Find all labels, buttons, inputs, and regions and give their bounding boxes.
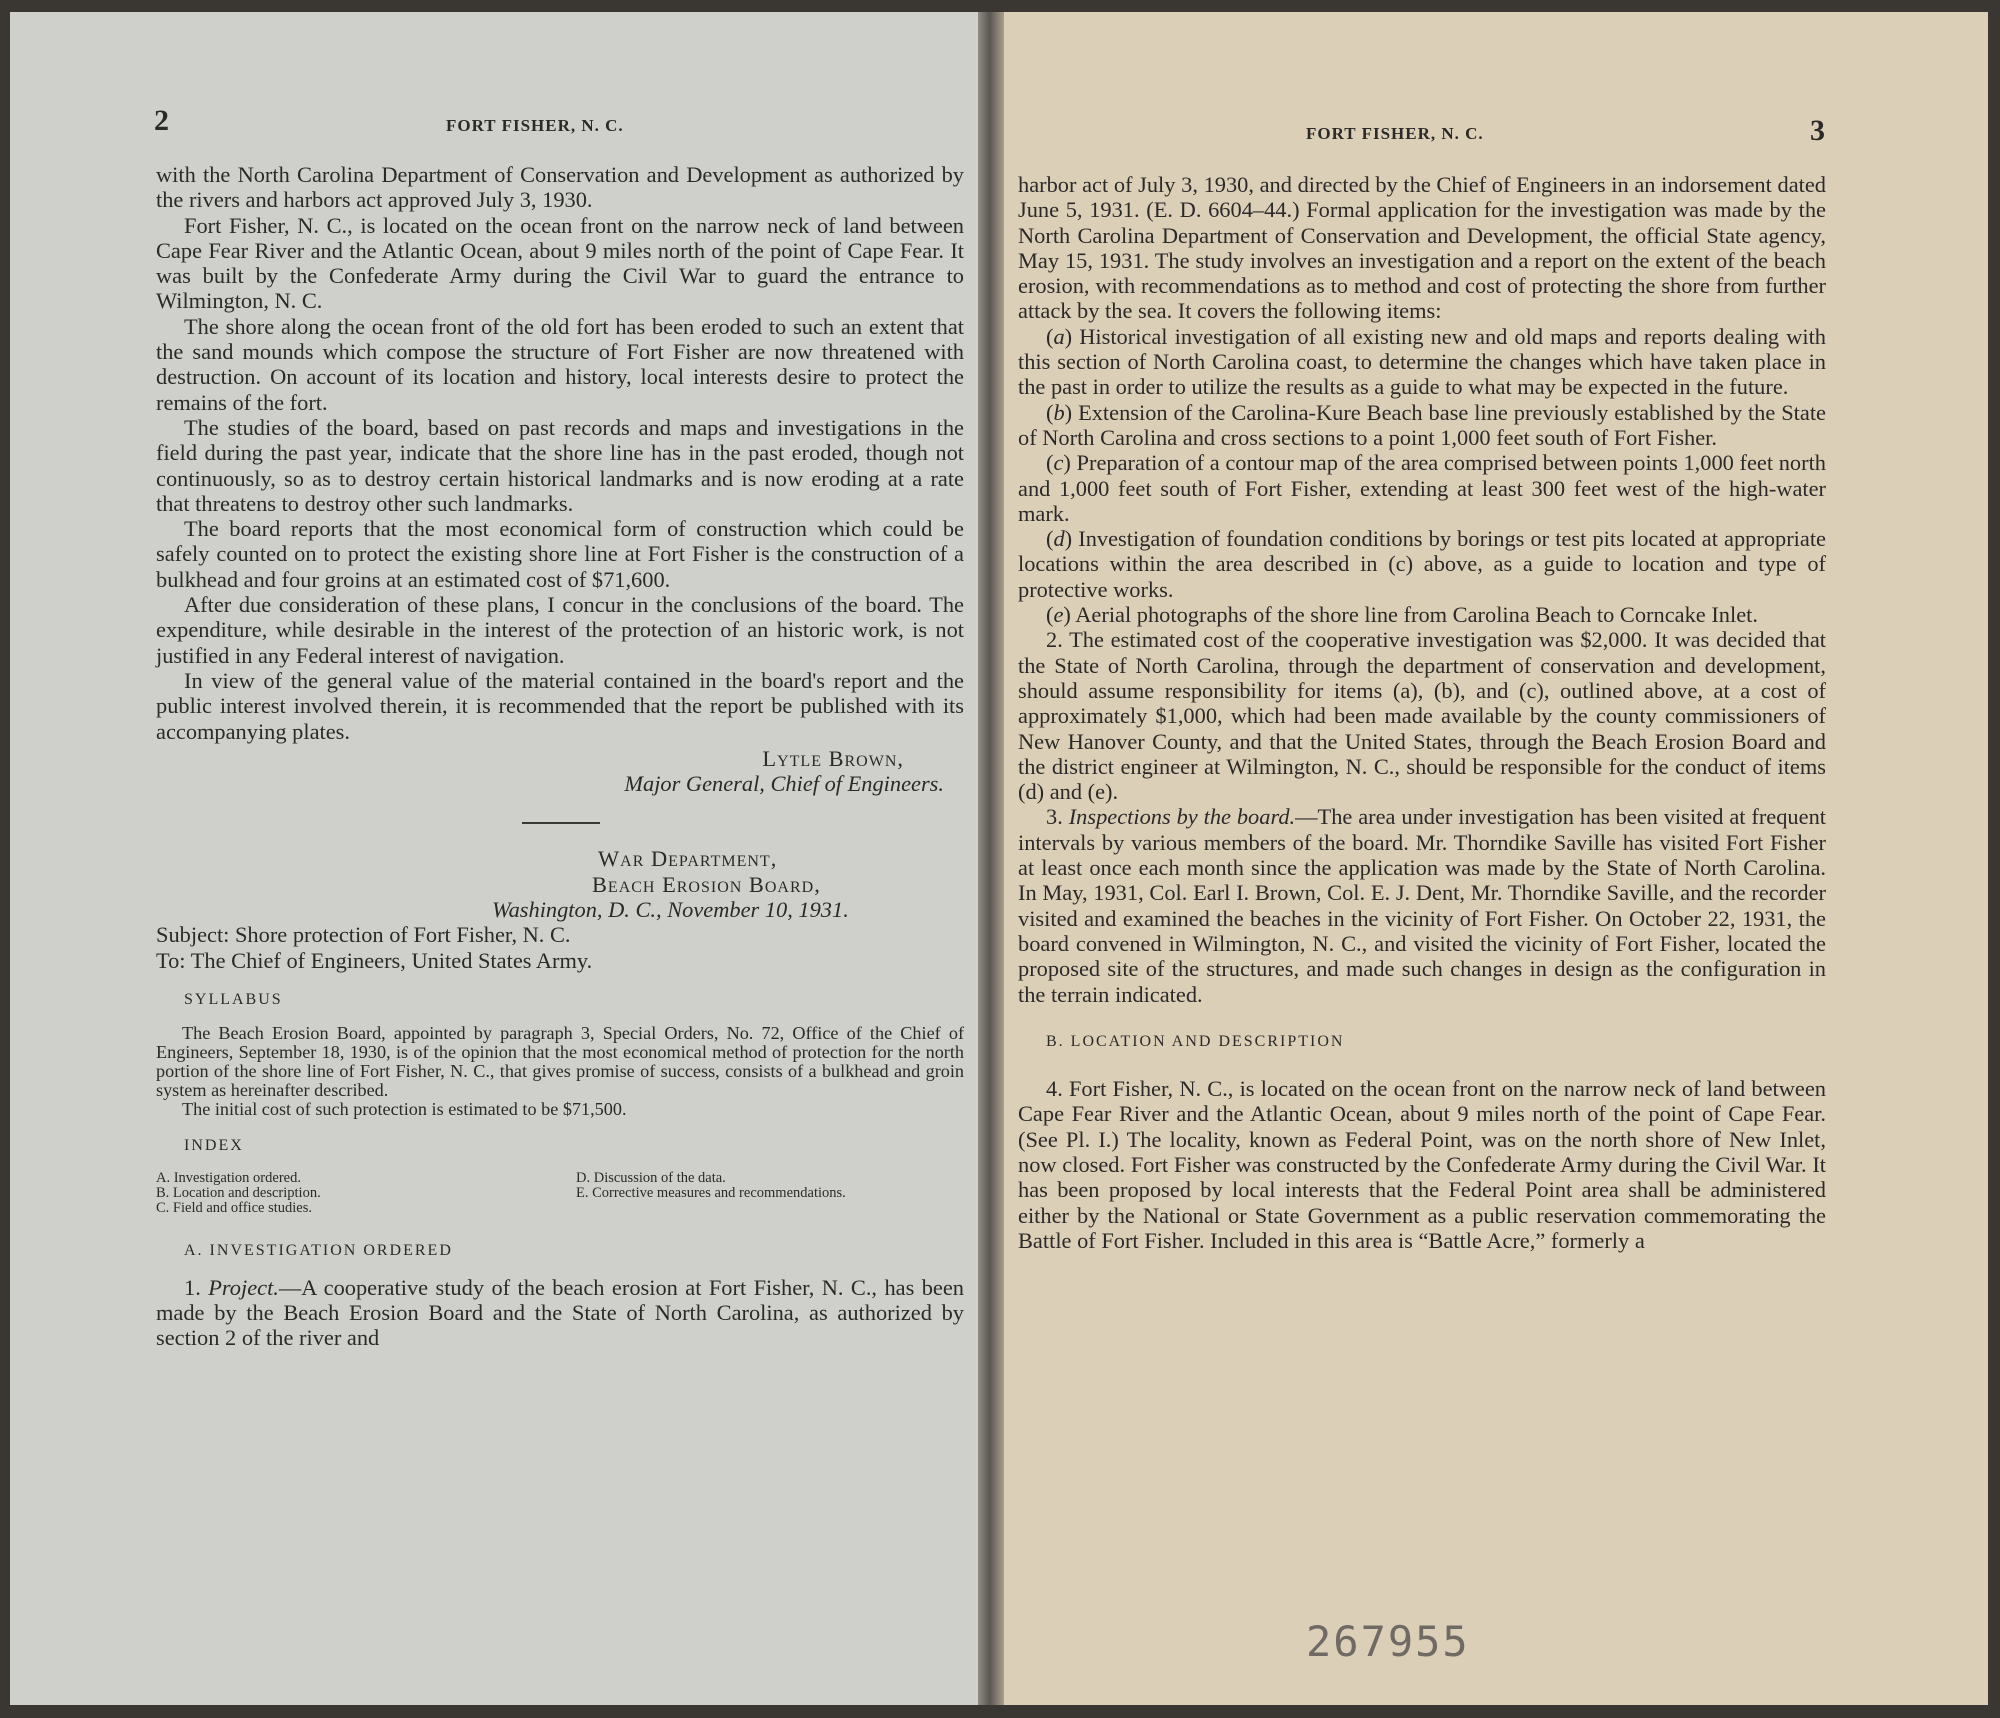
index-heading: INDEX <box>184 1137 244 1155</box>
to-line: To: The Chief of Engineers, United States Army. <box>156 947 593 973</box>
intro-paragraph: harbor act of July 3, 1930, and directed by the Chief of Engineers in an indorsement dated June 5, 1931. (E. D. 6604–44.) Formal application for the investigation was made by the North Carolina Department of Conservation and Development, the official State agency, May 15, 1931. The study involves an investigation and a report on the extent of the beach erosion, with recommendations as to method and cost of protecting the shore from further attack by the sea. It covers the following items: <box>1018 172 1826 324</box>
right-page-number: 3 <box>1810 114 1825 147</box>
index-item: C. Field and office studies. <box>156 1199 312 1216</box>
left-paragraph: The board reports that the most economical form of construction which could be safely counted on to protect the existing shore line at Fort Fisher is the construction of a bulkhead and four groins at an estimated cost of $71,600. <box>156 516 964 592</box>
project-label: Project. <box>208 1274 279 1300</box>
left-body <box>156 162 964 1351</box>
project-text: —A cooperative study of the beach erosion at Fort Fisher, N. C., has been made by the Beach Erosion Board and the State of North Carolina, as authorized by section 2 of the river and <box>156 1274 964 1351</box>
project-paragraph: 1. Project.—A cooperative study of the beach erosion at Fort Fisher, N. C., has been made by the Beach Erosion Board and the State of North Carolina, as authorized by section 2 of the river and <box>156 1274 964 1351</box>
left-paragraph: Fort Fisher, N. C., is located on the ocean front on the narrow neck of land between Cape Fear River and the Atlantic Ocean, about 9 miles north of the point of Cape Fear. It was built by the Confederate Army during the Civil War to guard the entrance to Wilmington, N. C. <box>156 212 964 314</box>
dept-line-1: War Department, <box>598 846 778 872</box>
book-gutter <box>978 12 1004 1705</box>
dept-date-line: Washington, D. C., November 10, 1931. <box>492 897 849 923</box>
subject-line: Subject: Shore protection of Fort Fisher, N. C. <box>156 922 571 948</box>
syllabus-heading: SYLLABUS <box>184 990 283 1008</box>
paragraph-2: 2. The estimated cost of the cooperative investigation was $2,000. It was decided that the State of North Carolina, through the department of conservation and development, should assume responsibility for items (a), (b), and (c), outlined above, at a cost of approximately $1,000, which had been made available by the county commissioners of New Hanover County, and that the United States, through the Beach Erosion Board and the district engineer at Wilmington, N. C., should be responsible for the conduct of items (d) and (e). <box>1018 627 1826 805</box>
left-paragraph: After due consideration of these plans, I concur in the conclusions of the board. The expenditure, while desirable in the interest of the protection of an historic work, is not justified in any Federal interest of navigation. <box>156 592 964 668</box>
signature-name: Lytle Brown, <box>762 745 904 771</box>
index-item: A. Investigation ordered. <box>156 1169 301 1186</box>
left-paragraph: In view of the general value of the material contained in the board's report and the public interest involved therein, it is recommended that the report be published with its accompanying plates. <box>156 667 964 744</box>
index-item: B. Location and description. <box>156 1184 321 1201</box>
item-d: (d) Investigation of foundation conditions by borings or test pits located at appropriate locations within the area described in (c) above, as a guide to location and type of protective works. <box>1018 526 1826 602</box>
syllabus-block <box>156 1024 964 1119</box>
dept-line-2: Beach Erosion Board, <box>592 871 821 897</box>
right-body <box>1018 172 1826 1253</box>
section-a-heading: A. INVESTIGATION ORDERED <box>184 1241 453 1259</box>
right-running-head: FORT FISHER, N. C. <box>1306 124 1484 143</box>
left-paragraph: with the North Carolina Department of Conservation and Development as authorized by the rivers and harbors act approved July 3, 1930. <box>156 162 964 213</box>
left-paragraph: The shore along the ocean front of the old fort has been eroded to such an extent that the sand mounds which compose the structure of Fort Fisher are now threatened with destruction. On account of its location and history, local interests desire to protect the remains of the fort. <box>156 313 964 415</box>
index-item: E. Corrective measures and recommendations. <box>576 1184 846 1201</box>
index-item: D. Discussion of the data. <box>576 1169 726 1186</box>
item-c: (c) Preparation of a contour map of the area comprised between points 1,000 feet north and 1,000 feet south of Fort Fisher, extending at least 300 feet west of the high-water mark. <box>1018 450 1826 526</box>
item-a: (a) Historical investigation of all existing new and old maps and reports dealing with this section of North Carolina coast, to determine the changes which have taken place in the past in order to utilize the results as a guide to what may be expected in the future. <box>1018 323 1826 400</box>
signature-title: Major General, Chief of Engineers. <box>624 771 944 797</box>
item-b: (b) Extension of the Carolina-Kure Beach base line previously established by the State of North Carolina and cross sections to a point 1,000 feet south of Fort Fisher. <box>1018 399 1826 450</box>
left-running-head: FORT FISHER, N. C. <box>446 116 624 135</box>
left-paragraph: The studies of the board, based on past records and maps and investigations in the field during the past year, indicate that the shore line has in the past eroded, though not continuously, so as to destroy certain historical landmarks and is now eroding at a rate that threatens to destroy other such landmarks. <box>156 414 964 516</box>
section-b-heading: B. LOCATION AND DESCRIPTION <box>1046 1032 1345 1050</box>
syllabus-paragraph: The Beach Erosion Board, appointed by paragraph 3, Special Orders, No. 72, Office of the Chief of Engineers, September 18, 1930, is of the opinion that the most economical method of protection for the north portion of the shore line of Fort Fisher, N. C., that gives promise of success, consists of a bulkhead and groin system as hereinafter described. <box>156 1023 964 1101</box>
paragraph-3: 3. Inspections by the board.—The area under investigation has been visited at frequent intervals by various members of the board. Mr. Thorndike Saville has visited Fort Fisher at least once each month since the application was made by the State of North Carolina. In May, 1931, Col. Earl I. Brown, Col. E. J. Dent, Mr. Thorndike Saville, and the recorder visited and examined the beaches in the vicinity of Fort Fisher. On October 22, 1931, the board convened in Wilmington, N. C., and visited the vicinity of Fort Fisher, located the proposed site of the structures, and made such changes in design as the configuration in the terrain indicated. <box>1018 804 1826 1007</box>
index-list <box>156 1171 964 1216</box>
item-e: (e) Aerial photographs of the shore line from Carolina Beach to Corncake Inlet. <box>1046 602 1758 628</box>
catalog-stamp-number: 267955 <box>1306 1617 1470 1666</box>
syllabus-paragraph: The initial cost of such protection is estimated to be $71,500. <box>182 1099 627 1120</box>
paragraph-4: 4. Fort Fisher, N. C., is located on the ocean front on the narrow neck of land between Cape Fear River and the Atlantic Ocean, about 9 miles north of the point of Cape Fear. (See Pl. I.) The locality, known as Federal Point, was on the north shore of New Inlet, now closed. Fort Fisher was constructed by the Confederate Army during the Civil War. It has been proposed by local interests that the Federal Point area shall be administered either by the National or State Government as a public reservation commemorating the Battle of Fort Fisher. Included in this area is “Battle Acre,” formerly a <box>1018 1076 1826 1253</box>
left-page-number: 2 <box>154 104 169 137</box>
